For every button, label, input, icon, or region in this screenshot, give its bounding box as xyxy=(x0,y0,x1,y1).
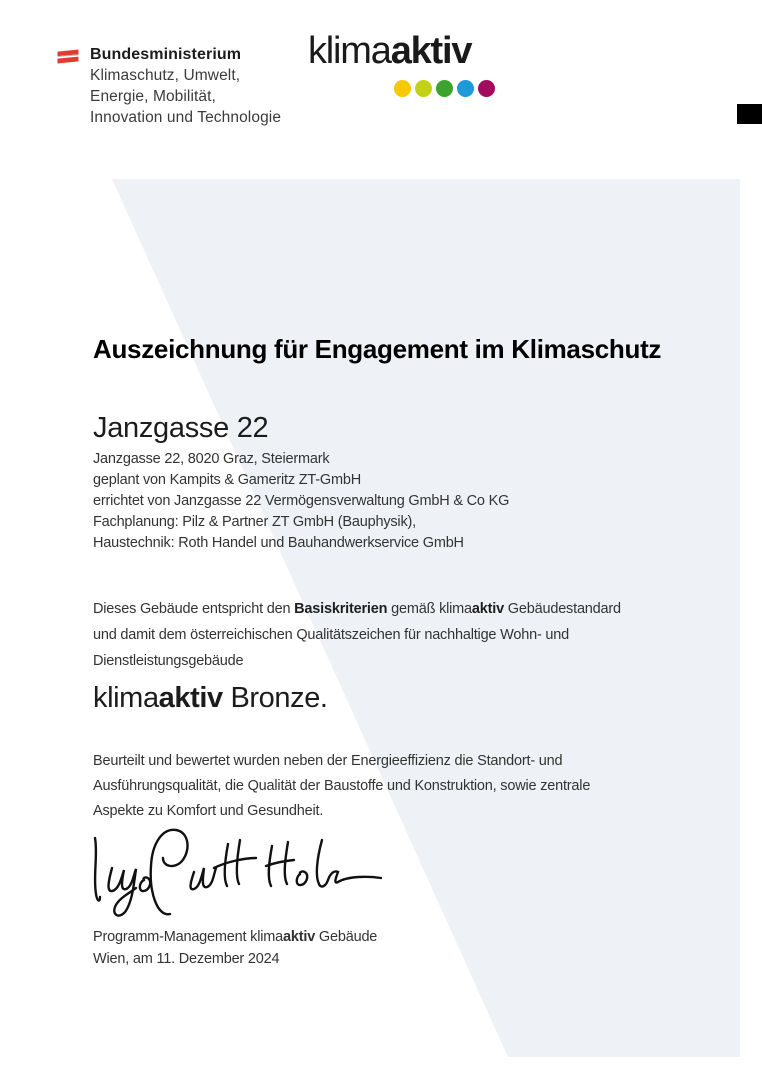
handwritten-signature xyxy=(86,824,386,921)
signoff-block xyxy=(93,926,377,970)
certificate-title: Auszeichnung für Engagement im Klimaschutz xyxy=(93,334,662,364)
klimaaktiv-logo xyxy=(308,30,508,72)
statement-paragraph xyxy=(93,596,621,674)
assessment-line: Ausführungsqualität, die Qualität der Baustoffe und Konstruktion, sowie zentrale xyxy=(93,778,591,794)
building-name: Janzgasse 22 xyxy=(93,412,269,444)
assessment-paragraph xyxy=(93,749,590,824)
klimaaktiv-dots-icon xyxy=(394,80,495,97)
ministry-dept-line: Energie, Mobilität, xyxy=(90,88,216,105)
award-suffix: Bronze. xyxy=(222,682,328,714)
statement-text: Gebäudestandard xyxy=(503,601,621,617)
statement-line xyxy=(93,596,621,622)
signoff-role-suffix: Gebäude xyxy=(315,929,378,945)
detail-line: Haustechnik: Roth Handel und Bauhandwerkservice GmbH xyxy=(93,535,464,551)
ministry-name: Bundesministerium xyxy=(90,46,242,63)
statement-bold-basiskriterien: Basiskriterien xyxy=(294,601,388,617)
statement-line: Dienstleistungsgebäude xyxy=(93,653,244,669)
ministry-logo xyxy=(57,44,281,128)
detail-line: Janzgasse 22, 8020 Graz, Steiermark xyxy=(93,451,330,467)
wordmark-regular: klima xyxy=(308,30,391,72)
dot-yellow xyxy=(394,80,411,97)
award-prefix: klima xyxy=(93,682,159,714)
detail-line: Fachplanung: Pilz & Partner ZT GmbH (Bauphysik), xyxy=(93,514,416,530)
statement-line: und damit dem österreichischen Qualitätszeichen für nachhaltige Wohn- und xyxy=(93,627,569,643)
assessment-line: Beurteilt und bewertet wurden neben der Energieeffizienz die Standort- und xyxy=(93,753,563,769)
wordmark-bold: aktiv xyxy=(390,30,472,72)
statement-text: gemäß klima xyxy=(387,601,472,617)
assessment-line: Aspekte zu Komfort und Gesundheit. xyxy=(93,803,324,819)
ministry-dept-line: Innovation und Technologie xyxy=(90,109,282,126)
page-corner-mark xyxy=(737,104,762,124)
dot-magenta xyxy=(478,80,495,97)
award-bold: aktiv xyxy=(158,682,223,714)
dot-green xyxy=(436,80,453,97)
detail-line: geplant von Kampits & Gameritz ZT-GmbH xyxy=(93,472,361,488)
statement-bold-aktiv: aktiv xyxy=(471,601,504,617)
dot-blue xyxy=(457,80,474,97)
signoff-role xyxy=(93,926,377,948)
austria-flag-icon xyxy=(57,49,79,64)
signoff-place-date: Wien, am 11. Dezember 2024 xyxy=(93,951,280,967)
award-grade-heading xyxy=(93,682,328,715)
detail-line: errichtet von Janzgasse 22 Vermögensverwaltung GmbH & Co KG xyxy=(93,493,510,509)
signoff-role-text: Programm-Management klima xyxy=(93,929,284,945)
signoff-role-bold: aktiv xyxy=(283,929,316,945)
ministry-dept-line: Klimaschutz, Umwelt, xyxy=(90,67,241,84)
statement-text: Dieses Gebäude entspricht den xyxy=(93,601,295,617)
building-details xyxy=(93,449,509,554)
klimaaktiv-wordmark xyxy=(308,30,508,72)
dot-lime xyxy=(415,80,432,97)
ministry-text-block xyxy=(90,44,281,128)
